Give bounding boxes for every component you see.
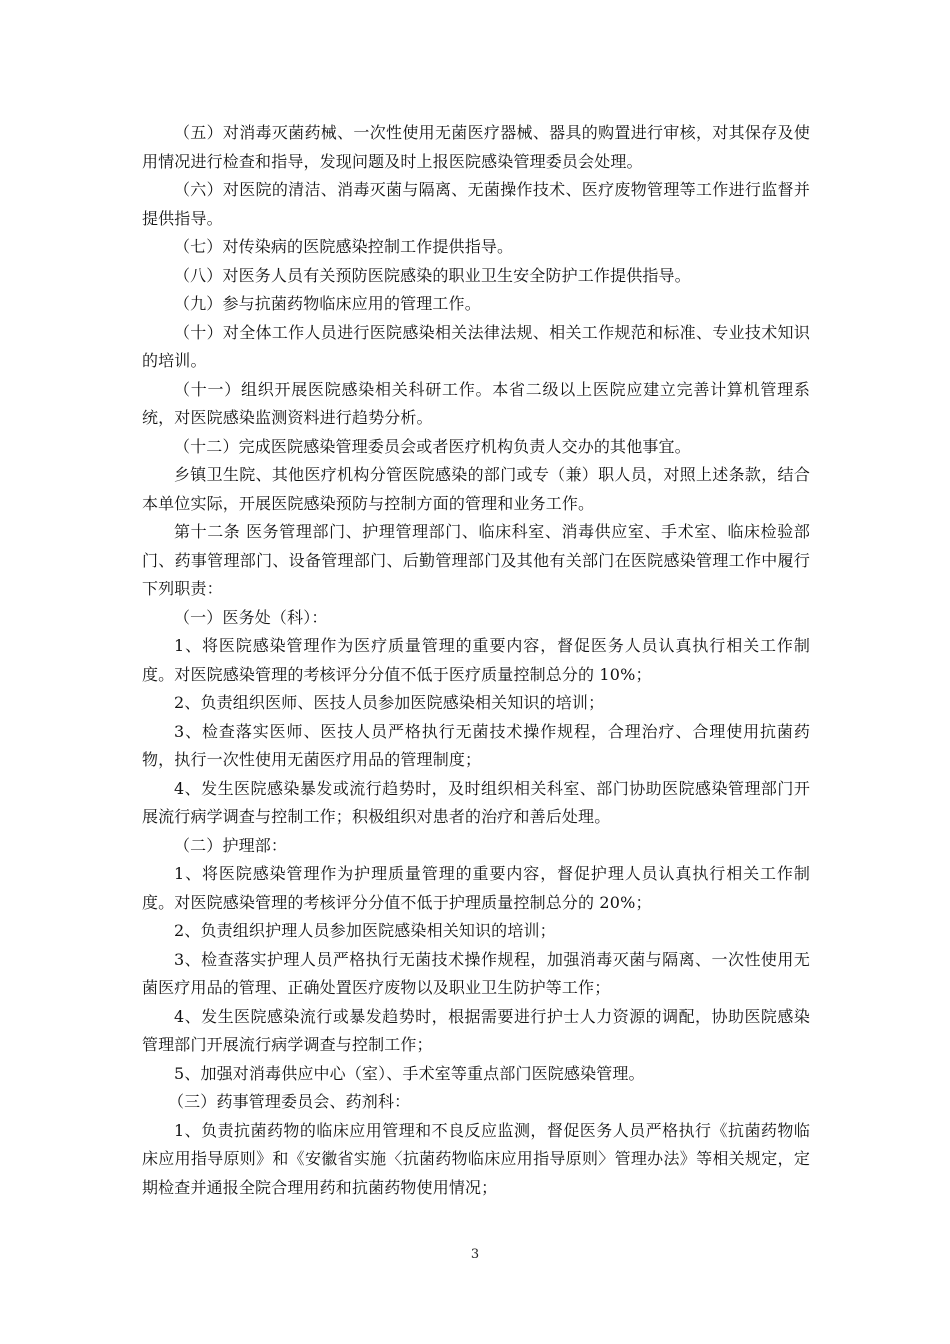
paragraph: （八）对医务人员有关预防医院感染的职业卫生安全防护工作提供指导。 xyxy=(174,265,691,285)
paragraph: （十）对全体工作人员进行医院感染相关法律法规、相关工作规范和标准、专业技术知识的培训。 xyxy=(142,322,810,370)
paragraph: （五）对消毒灭菌药械、一次性使用无菌医疗器械、器具的购置进行审核，对其保存及使用情况进行检查和指导，发现问题及时上报医院感染管理委员会处理。 xyxy=(142,123,810,171)
paragraph: 乡镇卫生院、其他医疗机构分管医院感染的部门或专（兼）职人员，对照上述条款，结合本单位实际，开展医院感染预防与控制方面的管理和业务工作。 xyxy=(142,465,810,513)
section-heading: （三）药事管理委员会、药剂科： xyxy=(168,1092,411,1111)
paragraph: （十二）完成医院感染管理委员会或者医疗机构负责人交办的其他事宜。 xyxy=(174,436,691,456)
paragraph: （十一）组织开展医院感染相关科研工作。本省二级以上医院应建立完善计算机管理系统，对医院感染监测资料进行趋势分析。 xyxy=(142,379,810,427)
list-item: 2、负责组织护理人员参加医院感染相关知识的培训； xyxy=(174,921,556,940)
list-item: 5、加强对消毒供应中心（室）、手术室等重点部门医院感染管理。 xyxy=(174,1063,645,1083)
paragraph: （七）对传染病的医院感染控制工作提供指导。 xyxy=(174,237,514,256)
article-heading: 第十二条 医务管理部门、护理管理部门、临床科室、消毒供应室、手术室、临床检验部门、药事管理部门、设备管理部门、后勤管理部门及其他有关部门在医院感染管理工作中履行下列职责： xyxy=(142,522,810,598)
list-item: 1、将医院感染管理作为医疗质量管理的重要内容，督促医务人员认真执行相关工作制度。对医院感染管理的考核评分分值不低于医疗质量控制总分的 10%； xyxy=(142,636,810,684)
list-item: 3、检查落实护理人员严格执行无菌技术操作规程，加强消毒灭菌与隔离、一次性使用无菌医疗用品的管理、正确处置医疗废物以及职业卫生防护等工作； xyxy=(142,949,810,997)
list-item: 4、发生医院感染暴发或流行趋势时，及时组织相关科室、部门协助医院感染管理部门开展流行病学调查与控制工作；积极组织对患者的治疗和善后处理。 xyxy=(142,778,810,826)
document-body xyxy=(142,119,810,1202)
page-number: 3 xyxy=(470,1247,480,1262)
list-item: 4、发生医院感染流行或暴发趋势时，根据需要进行护士人力资源的调配，协助医院感染管理部门开展流行病学调查与控制工作； xyxy=(142,1006,810,1054)
section-heading: （一）医务处（科）： xyxy=(174,607,328,627)
list-item: 2、负责组织医师、医技人员参加医院感染相关知识的培训； xyxy=(174,693,605,712)
list-item: 1、负责抗菌药物的临床应用管理和不良反应监测，督促医务人员严格执行《抗菌药物临床应用指导原则》和《安徽省实施〈抗菌药物临床应用指导原则〉管理办法》等相关规定，定期检查并通报全院合理用药和抗菌药物使用情况； xyxy=(142,1120,810,1197)
paragraph: （九）参与抗菌药物临床应用的管理工作。 xyxy=(174,294,481,313)
section-heading: （二）护理部： xyxy=(174,835,288,855)
paragraph: （六）对医院的清洁、消毒灭菌与隔离、无菌操作技术、医疗废物管理等工作进行监督并提供指导。 xyxy=(142,180,810,228)
list-item: 1、将医院感染管理作为护理质量管理的重要内容，督促护理人员认真执行相关工作制度。对医院感染管理的考核评分分值不低于护理质量控制总分的 20%； xyxy=(142,864,810,912)
list-item: 3、检查落实医师、医技人员严格执行无菌技术操作规程，合理治疗、合理使用抗菌药物，执行一次性使用无菌医疗用品的管理制度； xyxy=(142,721,810,769)
